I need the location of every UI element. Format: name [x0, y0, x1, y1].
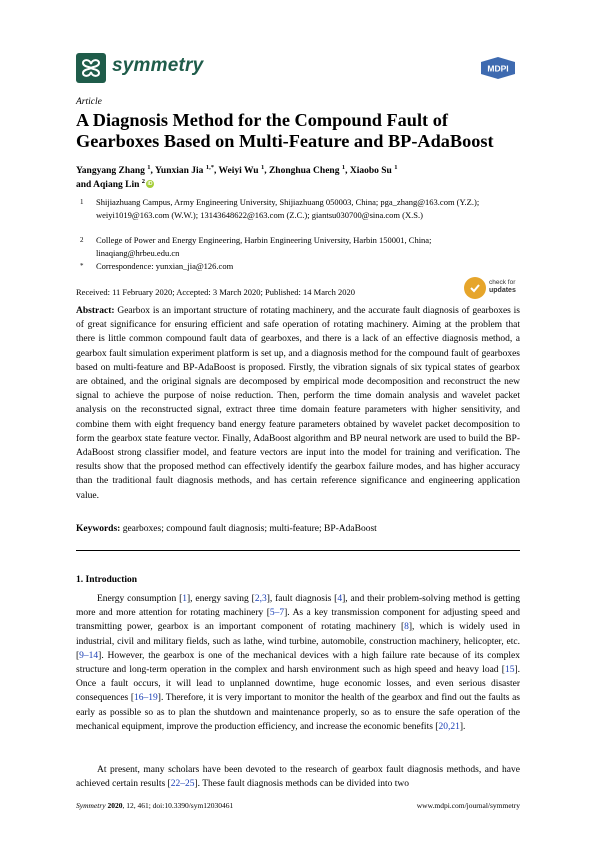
abstract-label: Abstract: [76, 306, 115, 316]
author[interactable]: Yunxian Jia $^{1,*}$ [154, 163, 214, 176]
paragraph-text: ]. Once a fault occurs, it will lead to unplanned downtime, huge economic losses, and even serious disaster consequences [ [76, 665, 520, 704]
section-heading: 1. Introduction [76, 575, 138, 585]
article-type: Article [76, 97, 102, 107]
mdpi-logo-text: MDPI [487, 63, 509, 74]
author[interactable]: Weiyi Wu $^1$ [218, 163, 265, 176]
section-divider [76, 550, 520, 551]
citation-link[interactable]: 4 [337, 594, 343, 604]
citation-link[interactable]: 5–7 [269, 608, 285, 619]
check-updates-text: check for updates [489, 279, 516, 294]
article-title: A Diagnosis Method for the Compound Fault of Gearboxes Based on Multi-Feature and BP-AdaBoost [76, 110, 494, 151]
correspondence: * Correspondence: yunxian_jia@126.com [80, 261, 234, 271]
author[interactable]: Zhonghua Cheng $^1$ [268, 163, 346, 176]
intro-paragraph-1 [76, 592, 520, 734]
intro-paragraph-2 [76, 763, 520, 791]
abstract-text: Gearbox is an important structure of rotating machinery, and the accurate fault diagnosis of gearboxes is of great significance for ensuring efficient and safe operation of rotating machinery. Aiming at the problem that there is little common compound fault data of gearboxes, and there is a lack of an effective diagnosis method, a gearbox fault simulation experiment platform is set up, and a diagnosis method for the compound fault of gearboxes based on multi-feature and BP-AdaBoost is proposed. Firstly, the vibration signals of six typical states of gearbox are obtained, and the original signals are decomposed by empirical mode decomposition and reconstruct the new signal to achieve the purpose of noise reduction. Then, perform the time domain analysis and wavelet packet analysis on the reconstructed signal, extract three time domain feature parameters with higher sensitivity, and combine them with eight frequency band energy feature parameters obtained by wavelet packet decomposition to form the gearbox state feature vector. Finally, AdaBoost algorithm and BP neural network are used to build the BP-AdaBoost strong classifier model, and feature vectors are input into the model for training and verification. The results show that the proposed method can effectively identify the gearbox failure modes, and has higher accuracy than the traditional fault diagnosis methods, and has certain reference significance and engineering application value. [76, 306, 520, 501]
orcid-icon[interactable]: iD [147, 181, 153, 187]
keywords-text: gearboxes; compound fault diagnosis; multi-feature; BP-AdaBoost [122, 524, 377, 534]
affiliation-2: 2 College of Power and Energy Engineering, Harbin Engineering University, Harbin 150001, China; linaqiang@hrbeu.edu.cn [80, 235, 432, 258]
paragraph-text: Energy consumption [ [97, 594, 183, 604]
paragraph-text: At present, many scholars have been devoted to the research of gearbox fault diagnosis methods, and have achieved certain results [ [76, 765, 520, 790]
paragraph-text: ]. As a key transmission component for adjusting speed and transmitting power, gearbox is an important component of rotating machinery [ [76, 608, 520, 633]
mdpi-logo-icon [478, 56, 518, 80]
paragraph-text: ]. Therefore, it is very important to monitor the health of the gearbox and find out the faults as early as possible so as to plan the shutdown and maintenance properly, so as to ensure the safe operation of the mechanical equipment, improve the production efficiency, and increase the economic benefits [ [76, 693, 521, 732]
paragraph-text: ]. These fault diagnosis methods can be divided into two [194, 779, 410, 790]
citation-link[interactable]: 16–19 [134, 693, 158, 704]
author[interactable]: and Aqiang Lin $^2$ [76, 177, 145, 190]
check-updates-icon [464, 277, 486, 299]
citation-link[interactable]: 22–25 [170, 779, 195, 790]
author[interactable]: Xiaobo Su $^1$ [349, 163, 398, 176]
journal-header [76, 52, 518, 84]
paragraph-text: ], fault diagnosis [ [266, 594, 338, 604]
citation-link[interactable]: 1 [182, 594, 188, 604]
author-list: Yangyang Zhang $^1$, Yunxian Jia $^{1,*}$, Weiyi Wu $^1$, Zhonghua Cheng $^1$, Xiaobo Su $^1$ and Aqiang Lin $^2$ iD [76, 163, 398, 190]
keywords-label: Keywords: [76, 524, 121, 534]
keywords [76, 524, 520, 534]
author[interactable]: Yangyang Zhang $^1$ [76, 163, 151, 176]
citation-link[interactable]: 20,21 [438, 721, 460, 732]
check-for-updates-badge[interactable] [464, 277, 520, 299]
paragraph-text: ]. However, the gearbox is one of the mechanical devices with a high failure rate because of its complex structure and long-term operation in the complex and harsh environment such as high speed and heavy load [ [76, 650, 520, 676]
affiliation-1: 1 Shijiazhuang Campus, Army Engineering University, Shijiazhuang 050003, China; pga_zhang@163.com (Y.Z.); weiyi1019@163.com (W.W.); 13143648622@163.com (Z.C.); giantsu030700@sina.com (X.S.) [80, 197, 480, 220]
citation-link[interactable]: 9–14 [79, 650, 99, 661]
symmetry-logo-icon [76, 53, 106, 83]
footer-citation: Symmetry 2020, 12, 461; doi:10.3390/sym12030461 [76, 801, 234, 810]
footer-url[interactable]: www.mdpi.com/journal/symmetry [416, 801, 520, 810]
journal-name: symmetry [112, 55, 204, 76]
citation-link[interactable]: 15 [504, 665, 515, 676]
paragraph-text: ], which is widely used in industrial, civil and military fields, such as lathe, wind turbine, automobile, construction machinery, helicopter, etc. [ [76, 622, 520, 661]
paragraph-text: ], energy saving [ [187, 594, 255, 604]
paragraph-text: ]. [459, 721, 466, 732]
paragraph-text: ], and their problem-solving method is getting more and more attention for rotating machinery [ [76, 594, 520, 619]
publication-dates: Received: 11 February 2020; Accepted: 3 March 2020; Published: 14 March 2020 [76, 287, 355, 297]
citation-link[interactable]: 8 [404, 622, 409, 633]
abstract [76, 304, 520, 503]
citation-link[interactable]: 2,3 [254, 594, 267, 604]
